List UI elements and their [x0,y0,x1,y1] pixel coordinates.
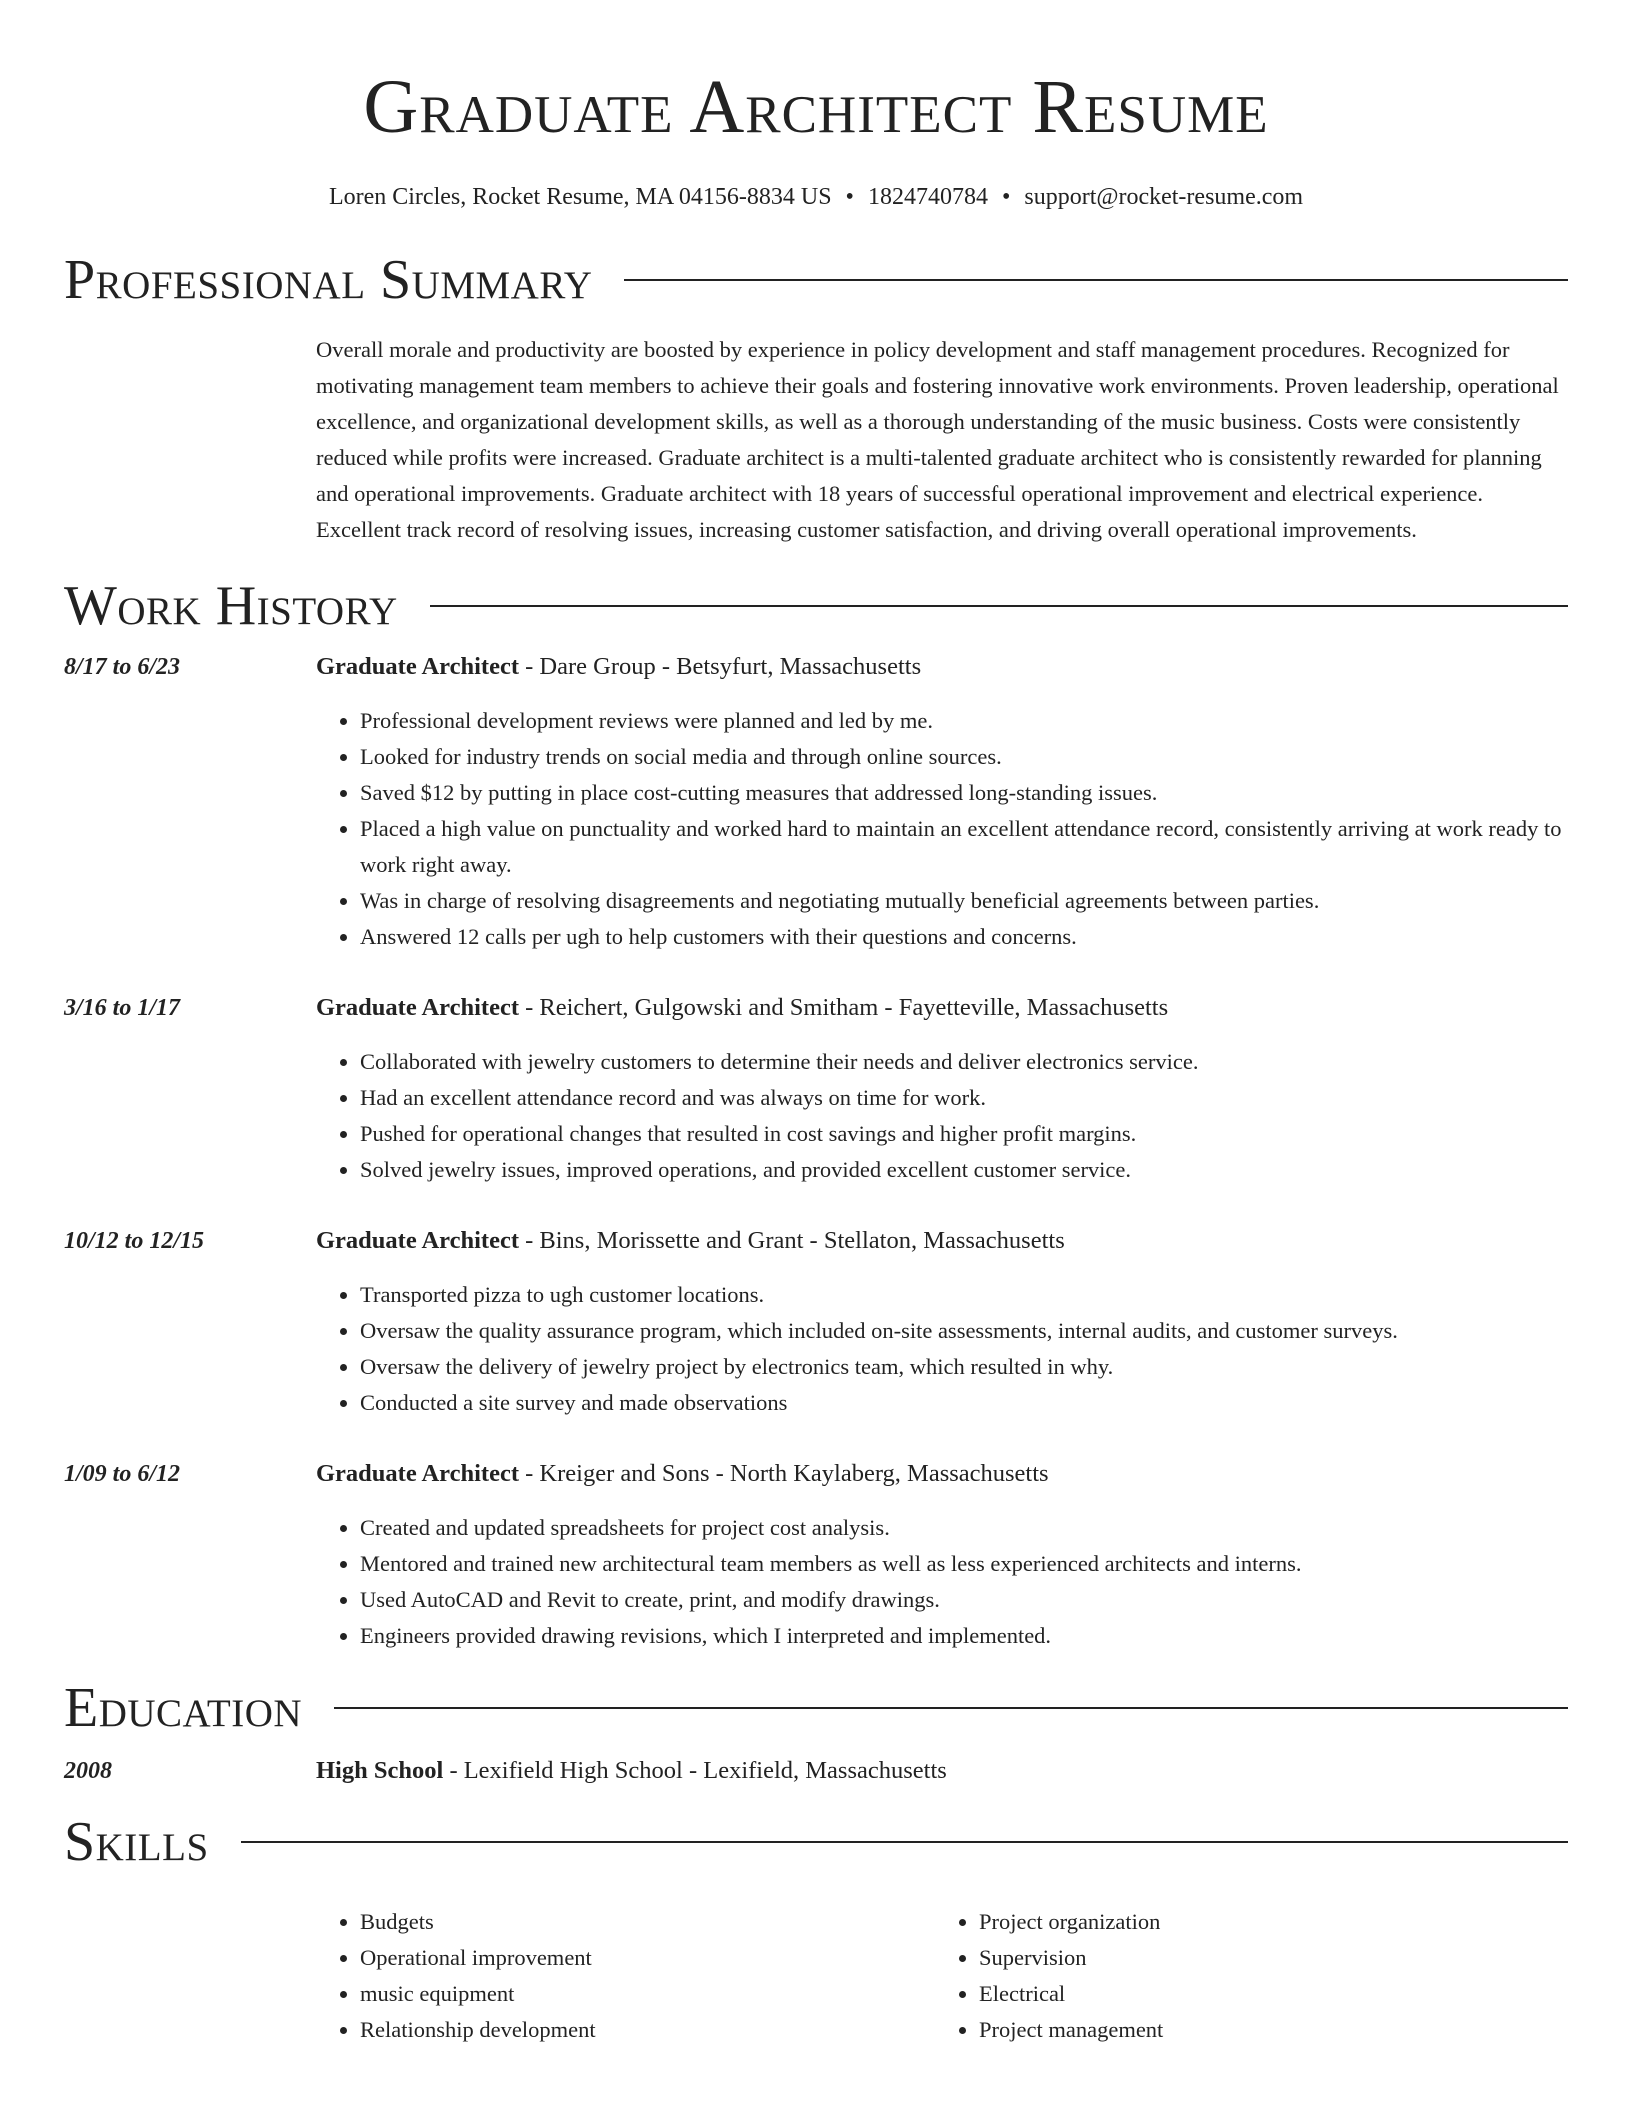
job-title: Graduate Architect [316,653,519,680]
education-line [316,1754,1568,1788]
education-year: 2008 [64,1758,112,1784]
list-item: • Budgets [360,1904,935,1940]
skills-column-right [935,1904,1554,2048]
education-degree: High School [316,1757,444,1784]
education-heading: Education [64,1677,303,1739]
education-entry [64,1754,1568,1788]
list-item: • Collaborated with jewelry customers to determine their needs and deliver electronics service. [360,1044,1568,1080]
contact-email[interactable]: support@rocket-resume.com [1024,184,1304,210]
education-section-header [64,1676,1568,1740]
list-item: • Project organization [979,1904,1554,1940]
skills-section-header [64,1810,1568,1874]
list-item: • Conducted a site survey and made observations [360,1385,1568,1421]
job-title-line [316,1224,1568,1258]
list-item: • Pushed for operational changes that resulted in cost savings and higher profit margins. [360,1116,1568,1152]
job-title: Graduate Architect [316,994,519,1021]
job-employer: - Reichert, Gulgowski and Smitham - Fayetteville, Massachusetts [519,994,1169,1021]
job-employer: - Dare Group - Betsyfurt, Massachusetts [519,653,922,680]
work-history-list [64,650,1568,1654]
list-item: • Used AutoCAD and Revit to create, print, and modify drawings. [360,1582,1568,1618]
job-title-line [316,650,1568,684]
list-item: • Had an excellent attendance record and was always on time for work. [360,1080,1568,1116]
job-employer: - Bins, Morissette and Grant - Stellaton, Massachusetts [519,1227,1065,1254]
job-title: Graduate Architect [316,1227,519,1254]
job-duties [316,703,1568,955]
list-item: • music equipment [360,1976,935,2012]
list-item: • Operational improvement [360,1940,935,1976]
skills-list [316,1904,1568,2048]
job-dates: 1/09 to 6/12 [64,1461,181,1487]
summary-heading: Professional Summary [64,249,593,311]
list-item: • Was in charge of resolving disagreements and negotiating mutually beneficial agreements between parties. [360,883,1568,919]
resume-title: Graduate Architect Resume [363,65,1269,149]
job-title-line [316,991,1568,1025]
contact-address: Loren Circles, Rocket Resume, MA 04156-8834 US [328,184,832,210]
list-item: • Electrical [979,1976,1554,2012]
work-section-header [64,574,1568,638]
list-item: • Placed a high value on punctuality and worked hard to maintain an excellent attendance record, consistently arriving at work ready to work right away. [360,811,1568,883]
job-dates: 3/16 to 1/17 [64,995,181,1021]
section-divider [241,1841,1568,1843]
skills-column-left [316,1904,935,2048]
job-entry [64,991,1568,1188]
section-divider [624,279,1568,281]
list-item: • Looked for industry trends on social media and through online sources. [360,739,1568,775]
work-heading: Work History [64,575,398,637]
section-divider [334,1707,1568,1709]
education-school: - Lexifield High School - Lexifield, Massachusetts [443,1757,947,1784]
job-dates: 8/17 to 6/23 [64,654,181,680]
job-entry [64,650,1568,955]
list-item: • Relationship development [360,2012,935,2048]
list-item: • Created and updated spreadsheets for project cost analysis. [360,1510,1568,1546]
list-item: • Saved $12 by putting in place cost-cutting measures that addressed long-standing issues. [360,775,1568,811]
list-item: • Project management [979,2012,1554,2048]
job-dates: 10/12 to 12/15 [64,1228,205,1254]
list-item: • Solved jewelry issues, improved operations, and provided excellent customer service. [360,1152,1568,1188]
section-divider [430,605,1568,607]
list-item: • Supervision [979,1940,1554,1976]
job-title-line [316,1457,1568,1491]
skills-heading: Skills [64,1811,209,1873]
job-entry [64,1457,1568,1654]
job-title: Graduate Architect [316,1460,519,1487]
contact-line [64,182,1568,212]
job-entry [64,1224,1568,1421]
job-duties [316,1277,1568,1421]
contact-separator: • [845,184,854,210]
list-item: • Mentored and trained new architectural team members as well as less experienced architects and interns. [360,1546,1568,1582]
summary-text: Overall morale and productivity are boosted by experience in policy development and staff management procedures. Recognized for motivating management team members to achieve their goals and fostering innovative work environments. Proven leadership, operational excellence, and organizational development skills, as well as a thorough understanding of the music business. Costs were consistently reduced while profits were increased. Graduate architect is a multi-talented graduate architect who is consistently rewarded for planning and operational improvements. Graduate architect with 18 years of successful operational improvement and electrical experience. Excellent track record of resolving issues, increasing customer satisfaction, and driving overall operational improvements. [316,337,1559,542]
job-duties [316,1510,1568,1654]
list-item: • Engineers provided drawing revisions, which I interpreted and implemented. [360,1618,1568,1654]
list-item: • Answered 12 calls per ugh to help customers with their questions and concerns. [360,919,1568,955]
contact-separator: • [1001,184,1011,210]
summary-section-header [64,248,1568,312]
contact-phone: 1824740784 [867,184,988,210]
job-duties [316,1044,1568,1188]
list-item: • Professional development reviews were planned and led by me. [360,703,1568,739]
list-item: • Oversaw the delivery of jewelry project by electronics team, which resulted in why. [360,1349,1568,1385]
list-item: • Oversaw the quality assurance program, which included on-site assessments, internal audits, and customer surveys. [360,1313,1568,1349]
list-item: • Transported pizza to ugh customer locations. [360,1277,1568,1313]
job-employer: - Kreiger and Sons - North Kaylaberg, Massachusetts [519,1460,1049,1487]
